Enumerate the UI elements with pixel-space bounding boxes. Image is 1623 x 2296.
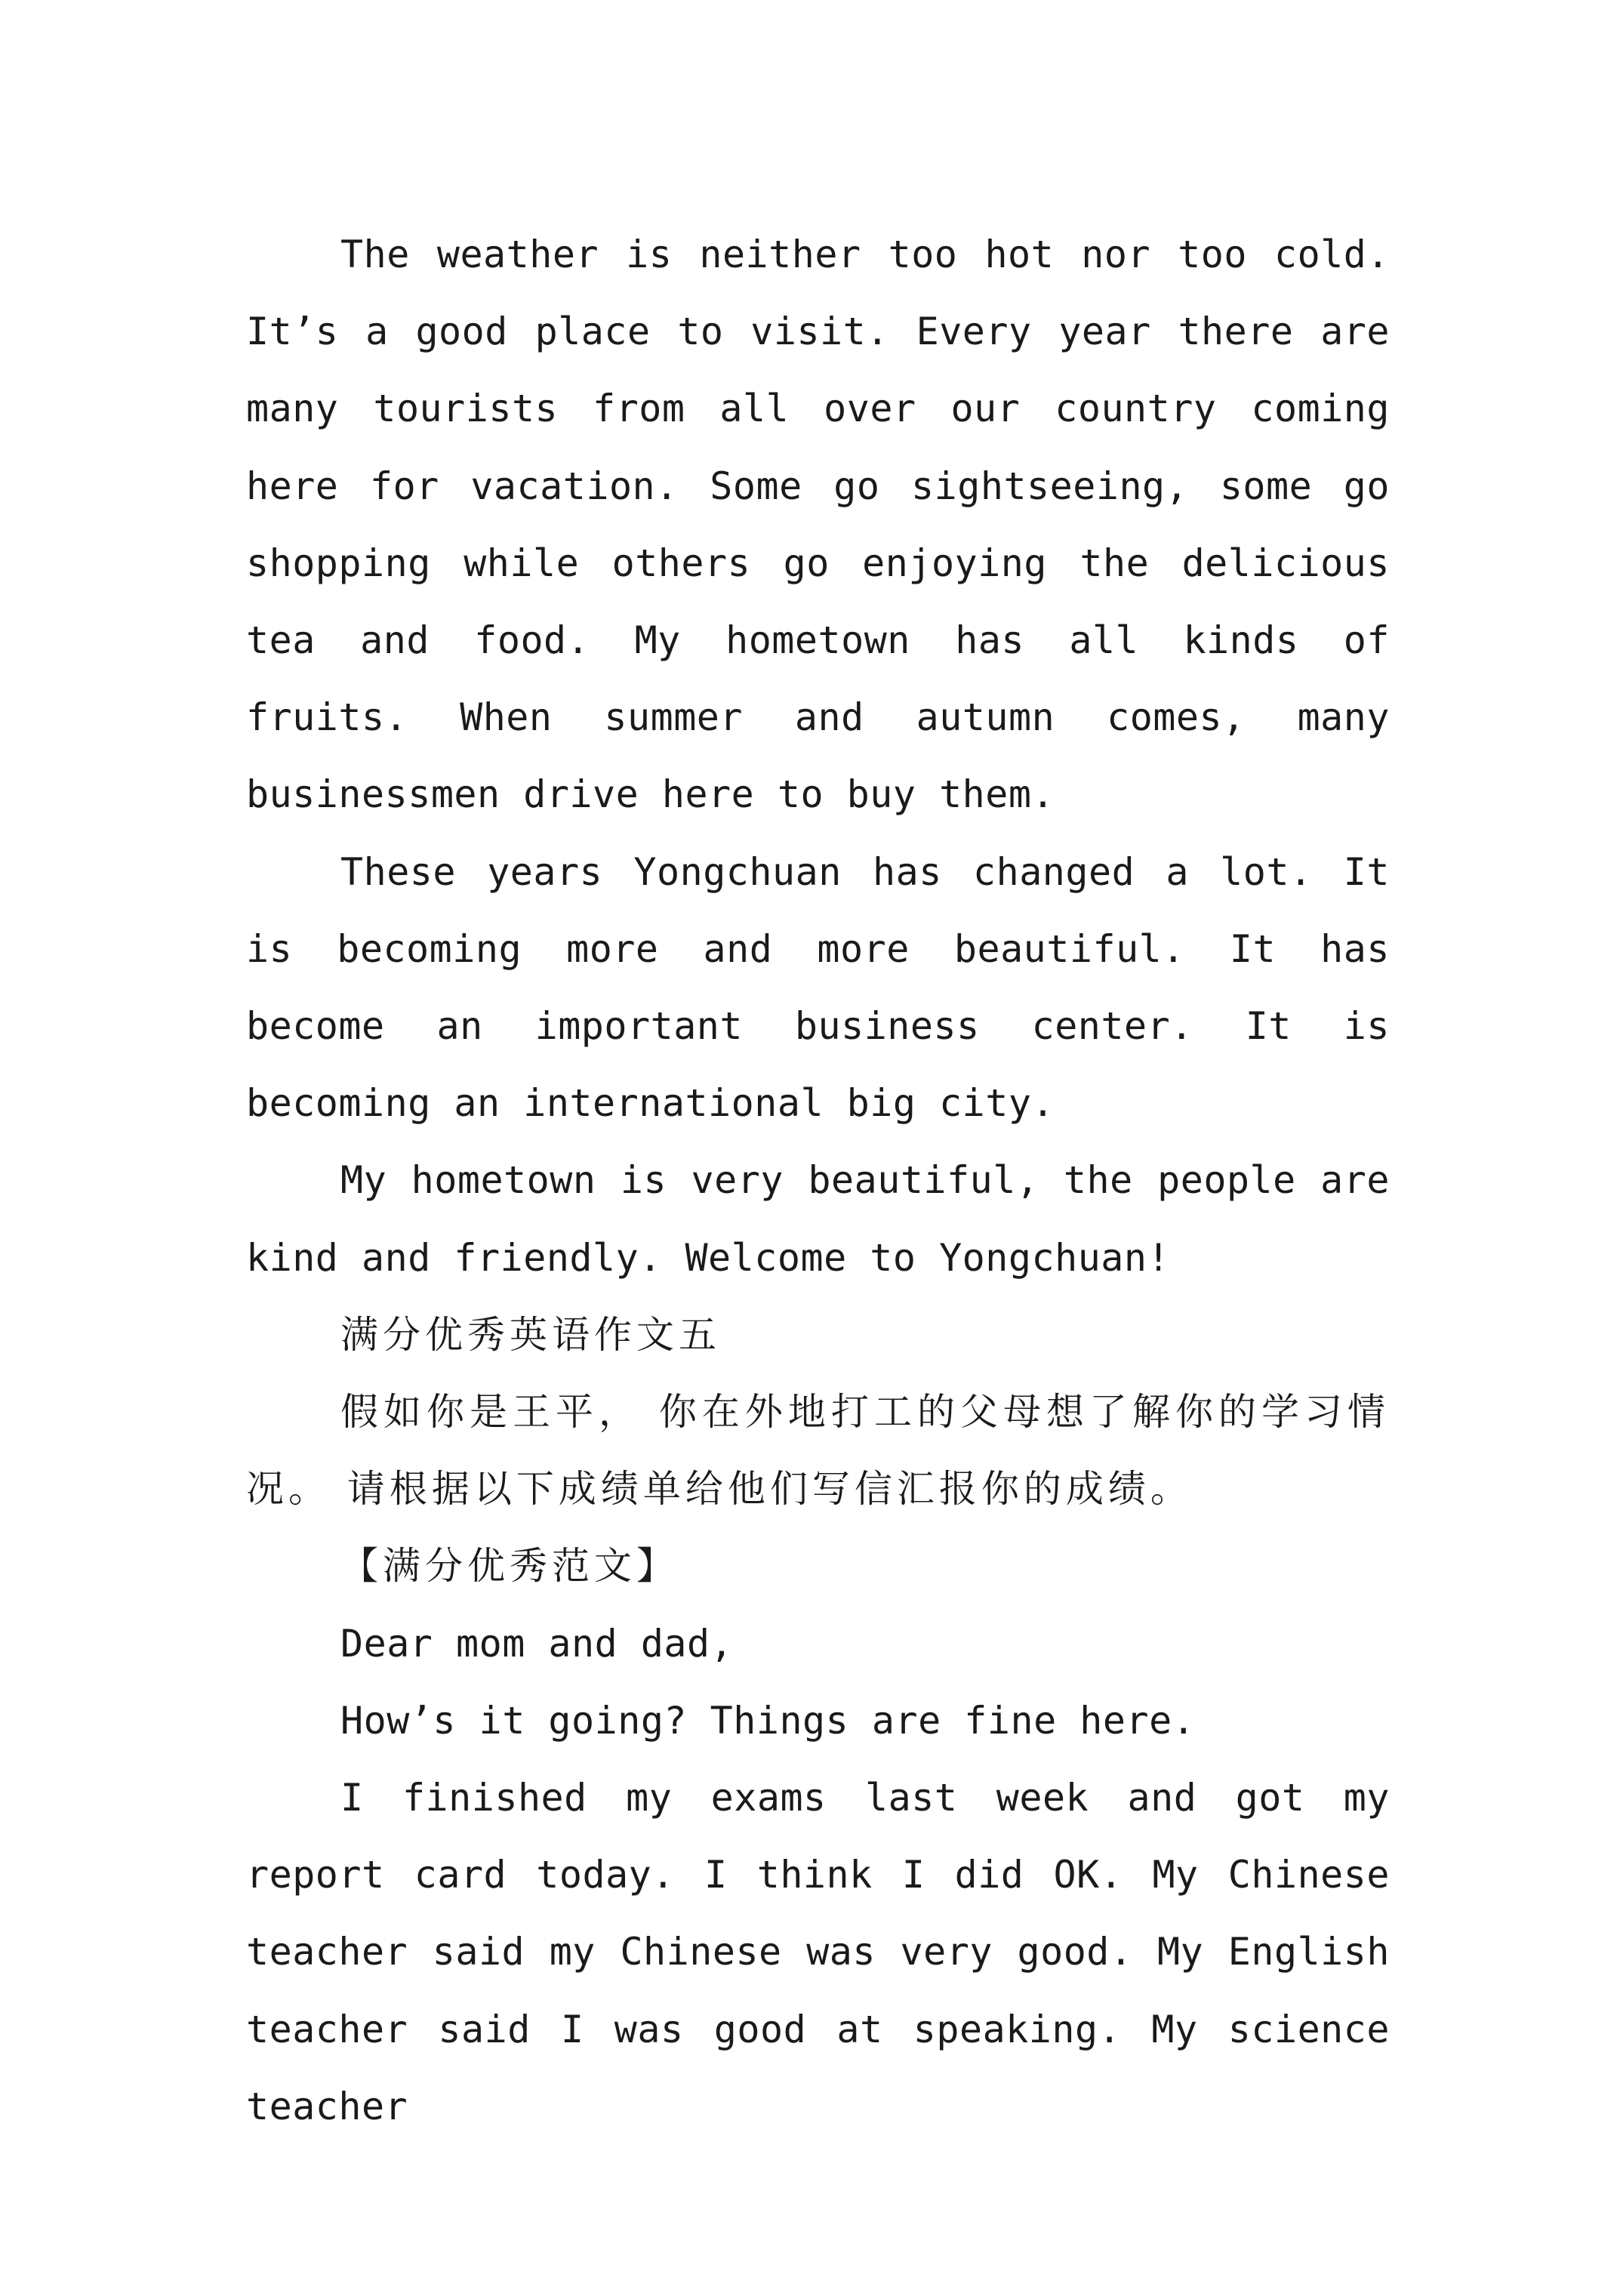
section-heading: 满分优秀英语作文五 bbox=[340, 1312, 721, 1357]
paragraph-welcome: My hometown is very beautiful, the people are kind and friendly. Welcome to Yongchuan! bbox=[246, 1158, 1390, 1280]
letter-salutation: Dear mom and dad, bbox=[340, 1621, 734, 1666]
paragraph-changes: These years Yongchuan has changed a lot. It is becoming more and more beautiful. It has become an important business center. It is becoming an international big city. bbox=[246, 849, 1390, 1126]
letter-body: I finished my exams last week and got my report card today. I think I did OK. My Chinese teacher said my Chinese was very good. My English teacher said I was good at speaking. My science teacher bbox=[246, 1776, 1390, 2128]
task-prompt: 假如你是王平， 你在外地打工的父母想了解你的学习情况。 请根据以下成绩单给他们写信汇报你的成绩。 bbox=[246, 1390, 1390, 1512]
document-body bbox=[246, 216, 1390, 2145]
letter-greeting: How’s it going? Things are fine here. bbox=[340, 1698, 1196, 1743]
sample-essay-heading: 【满分优秀范文】 bbox=[340, 1544, 679, 1589]
paragraph-weather: The weather is neither too hot nor too cold. It’s a good place to visit. Every year there are many tourists from all over our country coming here for vacation. Some go sightseeing, some go shopping while others go enjoying the delicious tea and food. My hometown has all kinds of fruits. When summer and autumn comes, many businessmen drive here to buy them. bbox=[246, 233, 1390, 817]
